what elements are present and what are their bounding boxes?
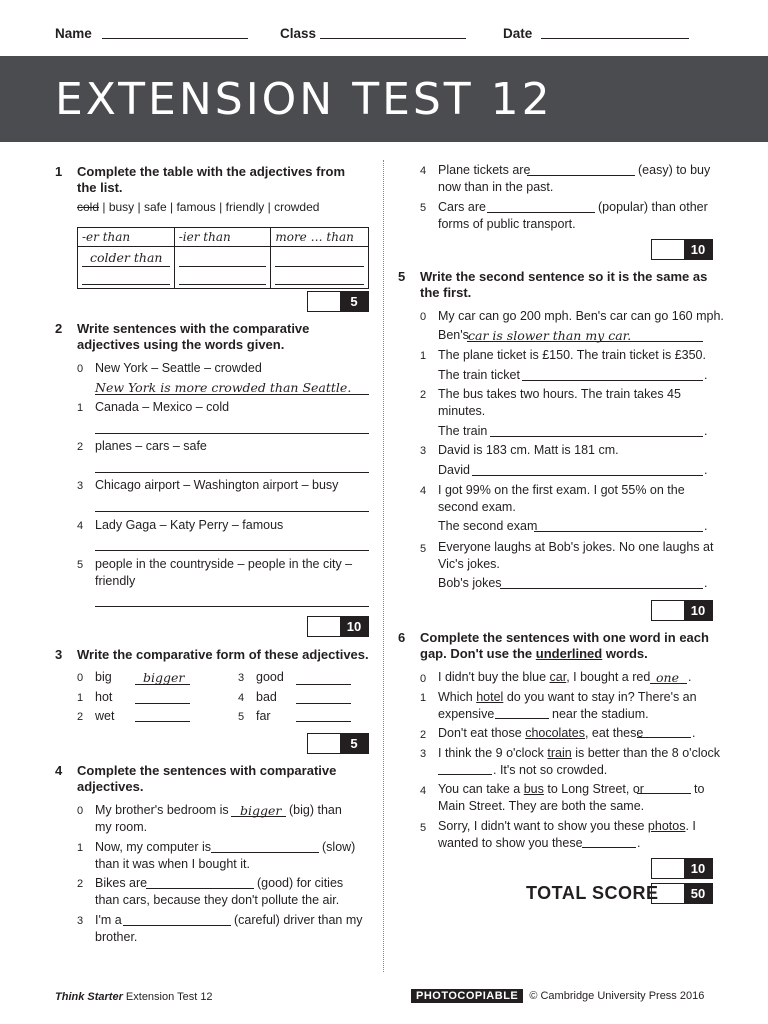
answer-line[interactable] (637, 793, 691, 794)
q4-item-number: 1 (77, 842, 84, 854)
total-score-box (651, 883, 713, 904)
q3-number: 3 (55, 647, 63, 662)
q1-score: 5 (340, 292, 368, 311)
q6-item-number: 1 (420, 692, 427, 704)
col-er-than: -er than (82, 230, 131, 244)
q2-score-box (307, 616, 369, 637)
q4-score: 10 (684, 240, 712, 259)
q5-item-start: The second exam (438, 519, 538, 533)
q6-item-text: I didn't buy the blue car, I bought a red (438, 670, 651, 684)
answer-line (650, 683, 687, 684)
q4-item-hint: (popular) than other (598, 200, 708, 214)
q5-item-number: 0 (420, 311, 427, 323)
q3-word: far (256, 709, 271, 723)
q5-item-number: 1 (420, 350, 427, 362)
q6-item-number: 4 (420, 785, 427, 797)
q2-score: 10 (340, 617, 368, 636)
answer-line[interactable] (472, 475, 703, 476)
q4-item-hint: (good) for cities (257, 876, 344, 890)
period: . (704, 463, 708, 477)
q5-item-start: The train ticket (438, 368, 520, 382)
q3-item-number: 5 (238, 711, 245, 723)
q5-example-answer: car is slower than my car. (468, 328, 632, 343)
q5-item-first-cont: minutes. (438, 404, 486, 418)
q5-item-number: 3 (420, 445, 427, 457)
q3-score-box (307, 733, 369, 754)
q6-item-number: 2 (420, 729, 427, 741)
q2-item-prompt: people in the countryside – people in the city – friendly (95, 557, 353, 588)
answer-line[interactable] (495, 718, 549, 719)
date-label: Date (503, 26, 533, 41)
q5-item-start: Bob's jokes (438, 576, 502, 590)
q5-item-start: Ben's (438, 328, 469, 342)
q5-item-first: I got 99% on the first exam. I got 55% on the (438, 483, 685, 497)
answer-line[interactable] (211, 852, 319, 853)
q2-item-number: 2 (77, 441, 84, 453)
page-title: EXTENSION TEST 12 (55, 74, 553, 125)
adjective-table (77, 227, 369, 289)
date-field[interactable] (541, 38, 689, 39)
q5-item-first: David is 183 cm. Matt is 181 cm. (438, 443, 619, 457)
period: . (704, 576, 708, 590)
q6-item-text: I think the 9 o'clock train is better than the 8 o'clock (438, 746, 721, 760)
q4-item-number: 2 (77, 878, 84, 890)
q6-title: Complete the sentences with one word in each gap. Don't use the underlined words. (420, 630, 709, 661)
footer-brand: Think Starter (55, 991, 123, 1003)
q6-item-text: Which hotel do you want to stay in? There's an (438, 690, 697, 704)
answer-line[interactable] (135, 721, 190, 722)
q4-number: 4 (55, 763, 63, 778)
col-more-than: more … than (275, 230, 354, 244)
q2-item-number: 1 (77, 402, 84, 414)
column-divider (383, 160, 384, 972)
q1-score-box (307, 291, 369, 312)
q2-item-number: 3 (77, 480, 84, 492)
answer-line[interactable] (296, 684, 351, 685)
table-blank[interactable] (179, 268, 267, 285)
q4-item-cont: brother. (95, 930, 138, 944)
q4-item-number: 3 (77, 915, 84, 927)
q2-item-prompt: Lady Gaga – Katy Perry – famous (95, 518, 284, 532)
answer-line[interactable] (146, 888, 254, 889)
q5-item-first: Everyone laughs at Bob's jokes. No one laughs at (438, 540, 714, 554)
q5-item-number: 2 (420, 389, 427, 401)
answer-line[interactable] (637, 737, 691, 738)
q6-item-text: You can take a bus to Long Street, or (438, 782, 644, 796)
q3-item-number: 3 (238, 672, 245, 684)
q5-item-number: 5 (420, 543, 427, 555)
answer-line[interactable] (527, 175, 635, 176)
footer-left (55, 991, 213, 1003)
q3-item-number: 0 (77, 672, 84, 684)
answer-line[interactable] (487, 212, 595, 213)
q4-item-hint: (careful) driver than my (234, 913, 363, 927)
class-field[interactable] (320, 38, 466, 39)
q3-word: good (256, 670, 284, 684)
answer-line[interactable] (296, 721, 351, 722)
q3-score: 5 (340, 734, 368, 753)
q2-item-number: 5 (77, 559, 84, 571)
footer-test: Extension Test 12 (125, 991, 213, 1003)
q6-score-box (651, 858, 713, 879)
q5-title: Write the second sentence so it is the same as the first. (420, 269, 708, 300)
q2-title: Write sentences with the comparative adjectives using the words given. (77, 321, 310, 352)
q4-item-number: 0 (77, 805, 84, 817)
table-blank[interactable] (275, 268, 364, 285)
answer-line[interactable] (95, 433, 369, 434)
q5-item-first: My car can go 200 mph. Ben's car can go 160 mph. (438, 309, 724, 323)
q6-example-answer: one (656, 670, 679, 685)
q5-item-first-cont: second exam. (438, 500, 516, 514)
q1-title: Complete the table with the adjectives from the list. (77, 164, 345, 195)
q6-item-text: Don't eat those chocolates, eat these (438, 726, 644, 740)
q4-item-number: 5 (420, 202, 427, 214)
q2-item-prompt: planes – cars – safe (95, 439, 207, 453)
q4-item-cont: than cars, because they don't pollute the air. (95, 893, 340, 907)
q4-item-hint: (big) than (289, 803, 342, 817)
period: . (704, 368, 708, 382)
answer-line[interactable] (95, 511, 369, 512)
photocopiable-badge: PHOTOCOPIABLE (411, 989, 523, 1003)
q2-item-number: 0 (77, 363, 84, 375)
q6-item-text: Sorry, I didn't want to show you these photos. I (438, 819, 696, 833)
table-example-answer: colder than (90, 250, 163, 265)
answer-line[interactable] (95, 550, 369, 551)
answer-line[interactable] (95, 606, 369, 607)
q4-item-cont: than it was when I bought it. (95, 857, 250, 871)
q5-number: 5 (398, 269, 406, 284)
answer-line (467, 341, 703, 342)
answer-line[interactable] (438, 774, 492, 775)
answer-line[interactable] (490, 436, 703, 437)
q3-word: hot (95, 690, 113, 704)
q6-score: 10 (684, 859, 712, 878)
q6-item-number: 3 (420, 748, 427, 760)
q4-item-text: My brother's bedroom is (95, 803, 229, 817)
table-blank[interactable] (82, 268, 170, 285)
q4-item-cont: now than in the past. (438, 180, 554, 194)
q6-item-text-cont: Main Street. They are both the same. (438, 799, 645, 813)
q6-item-text-end: . (688, 670, 692, 684)
table-blank[interactable] (275, 250, 364, 267)
q4-item-text: Cars are (438, 200, 486, 214)
q3-item-number: 4 (238, 692, 245, 704)
word-busy: busy (108, 200, 135, 214)
footer-right (411, 990, 704, 1002)
answer-line[interactable] (500, 588, 703, 589)
col-ier-than: -ier than (178, 230, 231, 244)
answer-line[interactable] (95, 472, 369, 473)
answer-line (231, 816, 286, 817)
word-famous: famous (176, 200, 216, 214)
q6-item-text-end: . (692, 726, 696, 740)
q4-item-cont: my room. (95, 820, 148, 834)
q4-title: Complete the sentences with comparative adjectives. (77, 763, 337, 794)
answer-line[interactable] (534, 531, 703, 532)
q1-word-list: cold | busy | safe | famous | friendly | crowded (77, 200, 320, 214)
q5-item-first: The plane ticket is £150. The train ticket is £350. (438, 348, 706, 362)
title-banner (0, 56, 768, 142)
total-score: 50 (684, 884, 712, 903)
answer-line (135, 684, 190, 685)
word-crowded: crowded (274, 200, 320, 214)
answer-line[interactable] (582, 847, 636, 848)
q3-item-number: 1 (77, 692, 84, 704)
q2-item-number: 4 (77, 520, 84, 532)
class-label: Class (280, 26, 317, 41)
q5-score: 10 (684, 601, 712, 620)
answer-line[interactable] (522, 380, 703, 381)
period: . (704, 519, 708, 533)
q3-title: Write the comparative form of these adjectives. (77, 647, 369, 662)
answer-line[interactable] (135, 703, 190, 704)
q4-item-text: Bikes are (95, 876, 148, 890)
q6-item-number: 5 (420, 822, 427, 834)
q2-item-prompt: Chicago airport – Washington airport – busy (95, 478, 339, 492)
q5-score-box (651, 600, 713, 621)
q6-item-text-cont: wanted to show you these (438, 836, 583, 850)
q3-word: wet (95, 709, 115, 723)
word-safe: safe (143, 200, 167, 214)
q4-item-text: Plane tickets are (438, 163, 531, 177)
q4-item-hint: (easy) to buy (638, 163, 711, 177)
q5-item-first-cont: Vic's jokes. (438, 557, 500, 571)
q4-item-text: I'm a (95, 913, 122, 927)
q5-item-first: The bus takes two hours. The train takes 45 (438, 387, 681, 401)
q3-word: big (95, 670, 112, 684)
q4-score-box (651, 239, 713, 260)
q2-example-answer: New York is more crowded than Seattle. (95, 380, 352, 395)
q6-item-number: 0 (420, 673, 427, 685)
q6-item-text-end: . It's not so crowded. (493, 763, 608, 777)
q2-number: 2 (55, 321, 63, 336)
q4-item-text: Now, my computer is (95, 840, 212, 854)
total-score-label: TOTAL SCORE (526, 883, 659, 903)
q4-example-answer: bigger (240, 803, 282, 818)
q2-item-prompt: New York – Seattle – crowded (95, 361, 262, 375)
answer-line[interactable] (123, 925, 231, 926)
q3-item-number: 2 (77, 711, 84, 723)
q6-item-text-end: to (694, 782, 705, 796)
q2-item-prompt: Canada – Mexico – cold (95, 400, 230, 414)
q3-word: bad (256, 690, 277, 704)
q1-number: 1 (55, 164, 63, 179)
name-field[interactable] (102, 38, 248, 39)
answer-line (95, 394, 369, 395)
table-blank[interactable] (179, 250, 267, 267)
q4-item-number: 4 (420, 165, 427, 177)
q6-number: 6 (398, 630, 406, 645)
q3-example-answer: bigger (143, 670, 185, 685)
q5-item-number: 4 (420, 485, 427, 497)
word-friendly: friendly (225, 200, 265, 214)
name-label: Name (55, 26, 92, 41)
q6-item-text-cont: expensive (438, 707, 495, 721)
q4-item-cont: forms of public transport. (438, 217, 576, 231)
q5-item-start: David (438, 463, 470, 477)
period: . (704, 424, 708, 438)
q4-item-hint: (slow) (322, 840, 356, 854)
word-cold: cold (77, 200, 100, 214)
answer-line[interactable] (296, 703, 351, 704)
q5-item-start: The train (438, 424, 488, 438)
copyright: © Cambridge University Press 2016 (529, 990, 705, 1002)
q6-item-text-end: . (637, 836, 641, 850)
q6-item-text-end: near the stadium. (552, 707, 649, 721)
